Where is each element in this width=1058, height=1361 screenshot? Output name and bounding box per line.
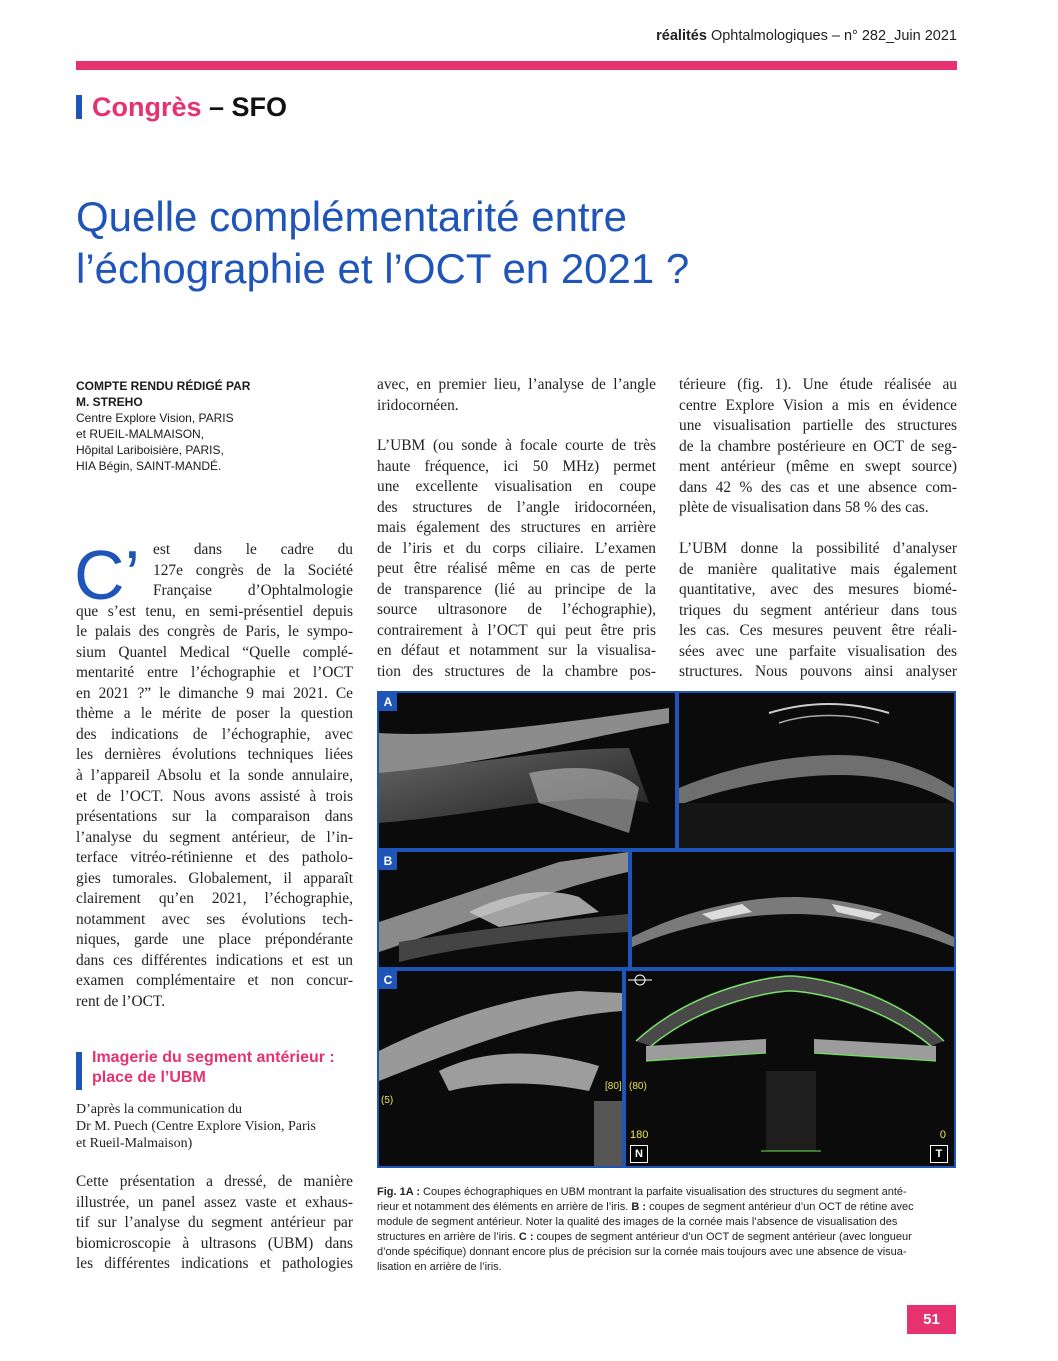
col2-continuation	[377, 375, 656, 416]
text-line: ment antérieur (même en swept source)	[679, 458, 957, 476]
affiliation-line: HIA Bégin, SAINT-MANDÉ.	[76, 459, 222, 473]
panel-label-a: A	[379, 693, 397, 711]
drop-cap: C’	[74, 536, 141, 614]
text-line: L’UBM (ou sonde à focale courte de très	[377, 437, 656, 454]
text-line: source ultrasonore de l’échographie),	[377, 601, 656, 619]
text-line: une excellente visualisation en coupe	[377, 478, 656, 496]
text-line: dans 42 % des cas et une absence com-	[679, 478, 957, 496]
subheading-bar	[76, 1052, 82, 1090]
text-line: le palais des congrès de Paris, le sympo-	[76, 623, 353, 641]
communication-credit	[76, 1101, 356, 1152]
text-line: tion des structures de la chambre pos-	[377, 663, 656, 681]
credit-line: D’après la communication du	[76, 1102, 243, 1117]
text-line: les dernières évolutions techniques liées	[76, 746, 353, 764]
panel-c-ubm	[379, 971, 622, 1166]
oct-retina-image	[679, 693, 954, 848]
text-line: iridocornéen.	[377, 396, 459, 414]
text-line: examen complémentaire et non concur-	[76, 972, 353, 990]
text-line: illustrée, un panel assez vaste et exhaus-	[76, 1193, 353, 1211]
caption-line: d’onde spécifique) donnant encore plus de précision sur la cornée mais toujours avec une absence de visua-	[377, 1246, 907, 1258]
text-line: centre Explore Vision a mis en évidence	[679, 396, 957, 414]
intro-paragraph	[76, 602, 353, 1013]
text-line: mentarité entre l’échographie et l’OCT	[76, 664, 353, 682]
panel-c-oct	[626, 971, 954, 1166]
text-line: à l’appareil Absolu et la sonde annulaire,	[76, 767, 353, 785]
col2-paragraph	[377, 436, 656, 683]
affiliation-line: et RUEIL-MALMAISON,	[76, 427, 205, 441]
text-line: en 2021 ?” le dimanche 9 mai 2021. Ce	[76, 684, 353, 702]
scale-marker: (80)	[629, 1081, 647, 1092]
text-line: Cette présentation a dressé, de manière	[76, 1173, 353, 1190]
ubm-angle-image	[379, 693, 675, 848]
title-line: Quelle complémentarité entre	[76, 193, 627, 240]
text-line: structures. Nous pouvons ainsi analyser	[679, 663, 957, 681]
text-line: que s’est tenu, en semi-présentiel depuis	[76, 602, 353, 620]
subheading-line: place de l’UBM	[92, 1069, 206, 1086]
text-line: terface vitréo-rétinienne et des patholo-	[76, 849, 353, 867]
title-line: l’échographie et l’OCT en 2021 ?	[76, 245, 690, 292]
affiliation-line: Hôpital Lariboisière, PARIS,	[76, 443, 224, 457]
caption-line: structures en arrière de l’iris. C : coupes de segment antérieur d’un OCT de segment antérieur (avec longueur	[377, 1231, 912, 1243]
text-line: de manière qualitative mais également	[679, 560, 957, 578]
text-line: clairement qu’en 2021, l’échographie,	[76, 890, 353, 908]
text-line: avec, en premier lieu, l’analyse de l’angle	[377, 376, 656, 393]
col3-paragraph-2	[679, 539, 957, 683]
panel-b-oct	[632, 852, 954, 967]
col3-paragraph-1	[679, 375, 957, 519]
text-line: et de l’OCT. Nous avons assisté à trois	[76, 787, 353, 805]
oct-anterior-segment-image	[626, 971, 954, 1166]
ubm-c-image	[379, 971, 622, 1166]
byline-author: M. STREHO	[76, 395, 143, 409]
text-line: plète de visualisation dans 58 % des cas.	[679, 499, 929, 517]
text-line: térieure (fig. 1). Une étude réalisée au	[679, 376, 957, 393]
text-line: en défaut et notamment sur la visualisa-	[377, 642, 656, 660]
section-bar	[76, 95, 82, 119]
text-line: les différentes indications et pathologies	[76, 1255, 353, 1273]
text-line: une visualisation partielle des structures	[679, 417, 957, 435]
text-line: dans ces différentes indications et est un	[76, 951, 353, 969]
caption-line: lisation en arrière de l’iris.	[377, 1261, 502, 1273]
text-line: présentations sur la comparaison dans	[76, 808, 353, 826]
figure-1	[377, 691, 956, 1168]
text-line: 127e congrès de la Société	[153, 561, 353, 579]
header-rule	[76, 61, 957, 70]
text-line: l’analyse du segment antérieur, de l’in-	[76, 828, 353, 846]
caption-line: module de segment antérieur. Noter la qualité des images de la cornée mais l’absence de visualisation des	[377, 1216, 898, 1228]
text-line: Française d’Ophtalmologie	[153, 582, 353, 600]
section-sfo: – SFO	[201, 92, 288, 122]
text-line: de transparence (lié au principe de la	[377, 580, 656, 598]
oct-angle-right: 0	[939, 1129, 946, 1141]
text-line: peut être réalisé même en cas de perte	[377, 560, 656, 578]
text-line: L’UBM donne la possibilité d’analyser	[679, 540, 957, 557]
text-line: des structures de l’angle iridocornéen,	[377, 498, 656, 516]
running-head: réalités Ophtalmologiques – n° 282_Juin 2021	[656, 28, 957, 44]
text-line: de l’iris et du corps ciliaire. L’examen	[377, 539, 656, 557]
caption-line: rieur et notamment des éléments en arrière de l’iris. B : coupes de segment antérieur d’un OCT de rétine avec	[377, 1201, 914, 1213]
text-line: quantitative, avec des mesures biomé-	[679, 581, 957, 599]
panel-a-oct	[679, 693, 954, 848]
byline	[76, 378, 346, 474]
temporal-badge: T	[930, 1145, 948, 1163]
caption-line: Fig. 1A : Coupes échographiques en UBM montrant la parfaite visualisation des structures du segment anté-	[377, 1186, 907, 1198]
subheading-line: Imagerie du segment antérieur :	[92, 1049, 335, 1066]
figure-caption	[377, 1185, 957, 1275]
text-line: gies tumorales. Globalement, il apparaît	[76, 869, 353, 887]
text-line: sées avec une parfaite visualisation des	[679, 642, 957, 660]
text-line: les cas. Ces mesures peuvent être réali-	[679, 622, 957, 640]
text-line: triques du segment antérieur dans tous	[679, 601, 957, 619]
text-line: est dans le cadre du	[153, 541, 353, 558]
byline-label: COMPTE RENDU RÉDIGÉ PAR	[76, 379, 251, 393]
text-line: tif sur l’analyse du segment antérieur par	[76, 1214, 353, 1232]
text-line: des indications de l’échographie, avec	[76, 725, 353, 743]
text-line: contrairement à l’OCT qui peut être pris	[377, 621, 656, 639]
text-line: niques, garde une place prépondérante	[76, 931, 353, 949]
text-line: biomicroscopie à ultrasons (UBM) dans	[76, 1234, 353, 1252]
oct-b-image	[632, 852, 954, 967]
section-congres: Congrès	[92, 92, 202, 122]
text-line: thème a le mérite de poser la question	[76, 705, 353, 723]
oct-angle-left: 180	[630, 1129, 649, 1141]
panel-a-ubm	[379, 693, 675, 848]
intro-lines	[153, 540, 353, 602]
text-line: de la chambre postérieure en OCT de seg-	[679, 437, 957, 455]
text-line: haute fréquence, ici 50 MHz) permet	[377, 457, 656, 475]
page-number: 51	[907, 1305, 956, 1334]
ubm-b-image	[379, 852, 628, 967]
section-title	[76, 89, 287, 125]
text-line: sium Quantel Medical “Quelle complé-	[76, 643, 353, 661]
nasal-badge: N	[630, 1145, 648, 1163]
ubm-paragraph	[76, 1172, 353, 1275]
panel-label-c: C	[379, 971, 397, 989]
panel-label-b: B	[379, 852, 397, 870]
subheading	[76, 1048, 366, 1088]
panel-b-ubm	[379, 852, 628, 967]
text-line: mais également des structures en arrière	[377, 519, 656, 537]
credit-line: Dr M. Puech (Centre Explore Vision, Paris	[76, 1119, 316, 1134]
article-title	[76, 191, 956, 295]
scale-marker: (5)	[381, 1095, 394, 1106]
text-line: rent de l’OCT.	[76, 993, 166, 1011]
scale-marker: [80]	[605, 1081, 622, 1092]
text-line: notamment avec ses évolutions tech-	[76, 910, 353, 928]
affiliation-line: Centre Explore Vision, PARIS	[76, 411, 234, 425]
credit-line: et Rueil-Malmaison)	[76, 1136, 193, 1151]
